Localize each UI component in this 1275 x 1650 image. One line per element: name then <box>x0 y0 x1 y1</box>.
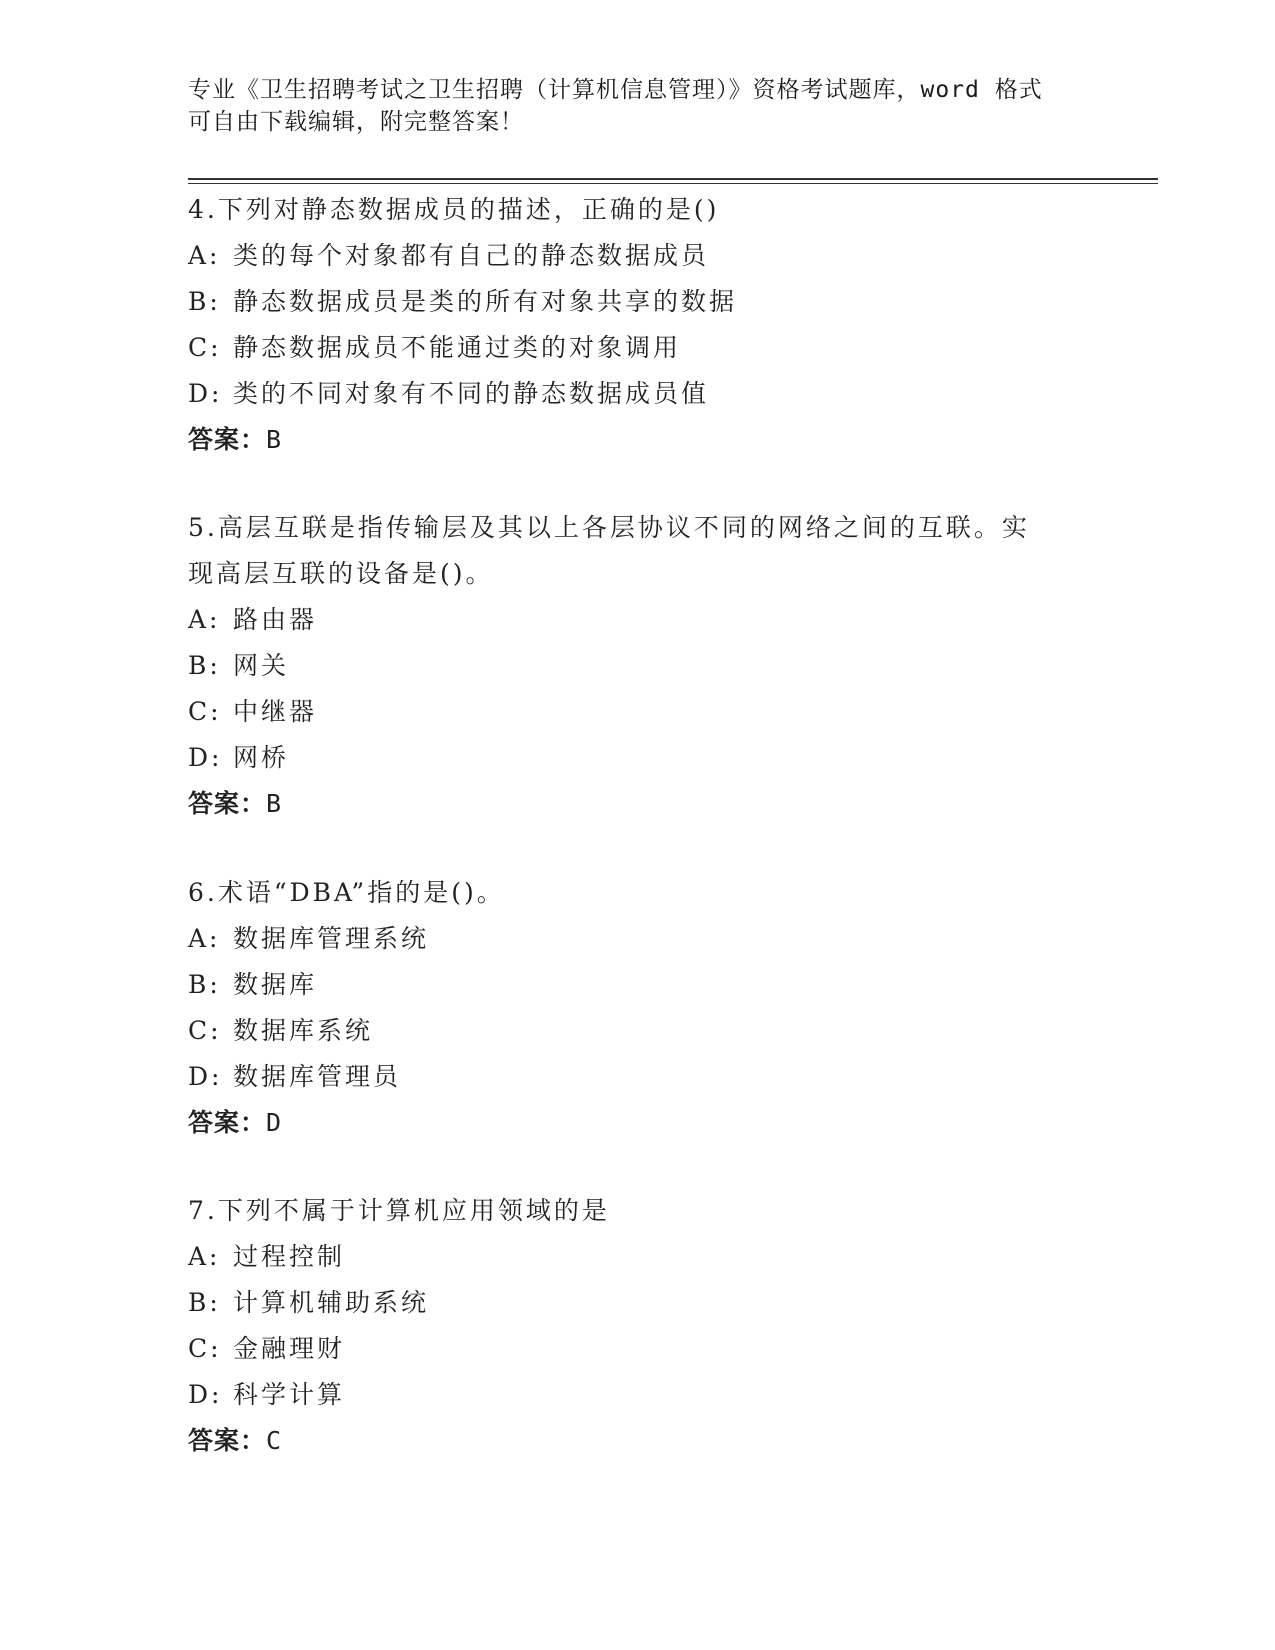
answer-label: 答案： <box>188 1426 267 1455</box>
option-key: B: <box>188 651 221 680</box>
option-a <box>188 1234 1078 1280</box>
option-text: 静态数据成员是类的所有对象共享的数据 <box>233 287 738 316</box>
option-text: 数据库管理员 <box>233 1062 402 1091</box>
answer-label: 答案： <box>188 789 267 818</box>
answer-value: B <box>266 789 283 818</box>
option-text: 类的不同对象有不同的静态数据成员值 <box>233 379 710 408</box>
question-stem-cont: 现高层互联的设备是()。 <box>188 559 494 588</box>
option-text: 数据库系统 <box>233 1016 374 1045</box>
question-stem: 4.下列对静态数据成员的描述，正确的是() <box>188 195 720 224</box>
option-c <box>188 689 1078 735</box>
option-c <box>188 1008 1078 1054</box>
option-d <box>188 735 1078 781</box>
option-text: 类的每个对象都有自己的静态数据成员 <box>233 241 710 270</box>
answer <box>188 1418 1078 1464</box>
header-line-2: 可自由下载编辑，附完整答案！ <box>188 109 524 135</box>
option-key: A: <box>188 605 221 634</box>
option-text: 静态数据成员不能通过类的对象调用 <box>233 333 682 362</box>
option-text: 科学计算 <box>233 1380 346 1409</box>
answer-value: D <box>266 1108 283 1137</box>
question-5 <box>188 505 1078 827</box>
question-6 <box>188 870 1078 1146</box>
question-stem: 6.术语“DBA”指的是()。 <box>188 878 505 907</box>
option-d <box>188 1372 1078 1418</box>
option-text: 计算机辅助系统 <box>233 1288 430 1317</box>
question-7 <box>188 1188 1078 1464</box>
option-key: D: <box>188 743 223 772</box>
option-b <box>188 643 1078 689</box>
option-text: 数据库管理系统 <box>233 924 430 953</box>
option-key: A: <box>188 924 221 953</box>
option-key: C: <box>188 1334 222 1363</box>
option-text: 金融理财 <box>233 1334 346 1363</box>
header-divider-thin <box>188 183 1158 184</box>
answer-label: 答案： <box>188 425 267 454</box>
answer <box>188 781 1078 827</box>
option-d <box>188 1054 1078 1100</box>
option-a <box>188 916 1078 962</box>
option-key: D: <box>188 379 223 408</box>
question-stem: 5.高层互联是指传输层及其以上各层协议不同的网络之间的互联。实 <box>188 513 1030 542</box>
option-text: 网桥 <box>233 743 290 772</box>
option-key: C: <box>188 1016 222 1045</box>
option-key: C: <box>188 333 222 362</box>
option-a <box>188 233 1078 279</box>
option-text: 过程控制 <box>233 1242 346 1271</box>
answer <box>188 417 1078 463</box>
option-c <box>188 1326 1078 1372</box>
question-4 <box>188 187 1078 463</box>
option-key: A: <box>188 1242 221 1271</box>
header-divider-thick <box>188 178 1158 180</box>
option-text: 数据库 <box>233 970 318 999</box>
option-text: 路由器 <box>233 605 318 634</box>
answer-value: C <box>266 1426 283 1455</box>
option-c <box>188 325 1078 371</box>
option-key: B: <box>188 970 221 999</box>
option-b <box>188 962 1078 1008</box>
option-key: B: <box>188 287 221 316</box>
option-b <box>188 279 1078 325</box>
option-a <box>188 597 1078 643</box>
option-text: 网关 <box>233 651 290 680</box>
option-d <box>188 371 1078 417</box>
question-stem: 7.下列不属于计算机应用领域的是 <box>188 1196 610 1225</box>
option-key: D: <box>188 1062 223 1091</box>
option-key: C: <box>188 697 222 726</box>
option-b <box>188 1280 1078 1326</box>
answer-value: B <box>266 425 283 454</box>
answer-label: 答案： <box>188 1108 267 1137</box>
option-key: A: <box>188 241 221 270</box>
option-text: 中继器 <box>233 697 318 726</box>
answer <box>188 1100 1078 1146</box>
option-key: B: <box>188 1288 221 1317</box>
document-header <box>188 74 1088 138</box>
option-key: D: <box>188 1380 223 1409</box>
header-line-1: 专业《卫生招聘考试之卫生招聘（计算机信息管理）》资格考试题库，word 格式 <box>188 77 1043 103</box>
